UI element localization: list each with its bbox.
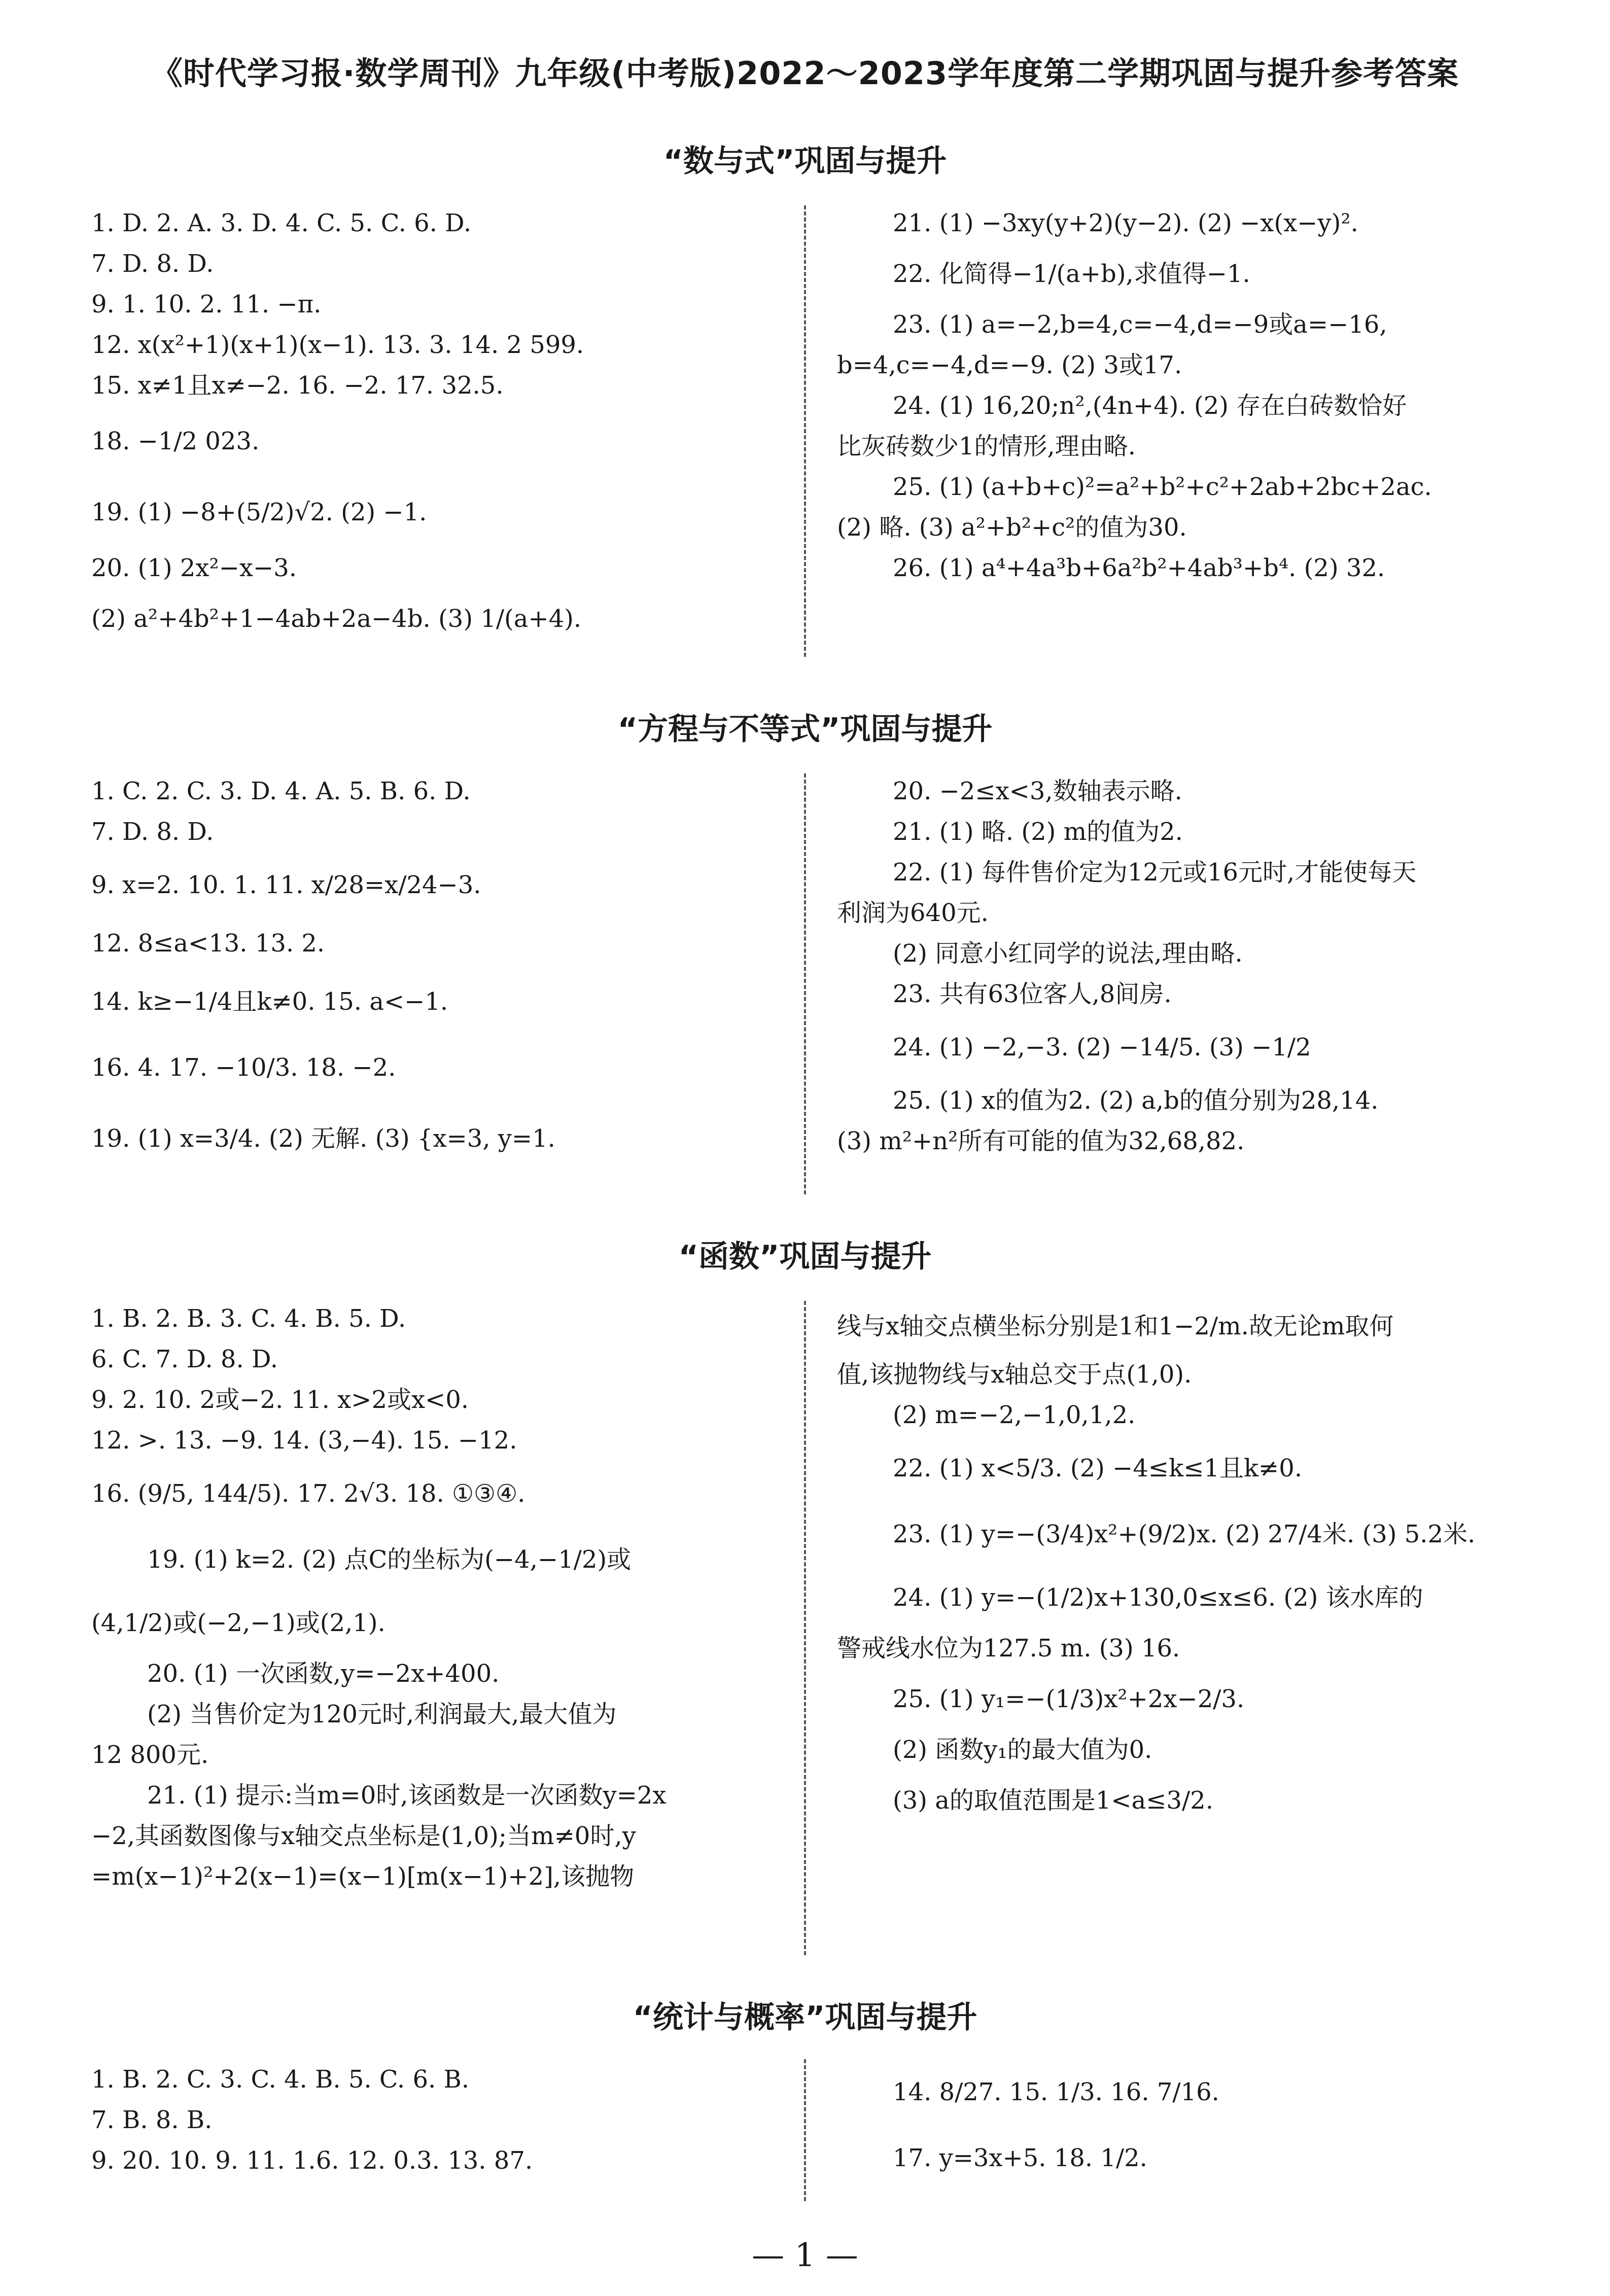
section-heading: “统计与概率”巩固与提升: [633, 2000, 977, 2035]
answer-line: b=4,c=−4,d=−9. (2) 3或17.: [837, 351, 1182, 379]
answer-line: 20. (1) 一次函数,y=−2x+400.: [147, 1659, 500, 1688]
answer-line: 1. B. 2. C. 3. C. 4. B. 5. C. 6. B.: [91, 2065, 470, 2094]
answer-line: 12. x(x²+1)(x+1)(x−1). 13. 3. 14. 2 599.: [91, 331, 584, 359]
answer-line: 26. (1) a⁴+4a³b+6a²b²+4ab³+b⁴. (2) 32.: [893, 554, 1385, 582]
answer-line: 1. B. 2. B. 3. C. 4. B. 5. D.: [91, 1304, 406, 1333]
answer-line: 12. >. 13. −9. 14. (3,−4). 15. −12.: [91, 1426, 517, 1455]
section-heading: “数与式”巩固与提升: [663, 144, 947, 179]
answer-line: 19. (1) −8+(5/2)√2. (2) −1.: [91, 498, 427, 526]
answer-line: 22. (1) x<5/3. (2) −4≤k≤1且k≠0.: [893, 1454, 1303, 1482]
answer-line: 15. x≠1且x≠−2. 16. −2. 17. 32.5.: [91, 371, 504, 400]
section-left-column: [91, 1298, 781, 1897]
answer-line: 25. (1) x的值为2. (2) a,b的值分别为28,14.: [893, 1086, 1379, 1115]
answer-line: 14. 8/27. 15. 1/3. 16. 7/16.: [893, 2078, 1219, 2106]
answer-line: 9. 1. 10. 2. 11. −π.: [91, 290, 322, 319]
answer-line: 21. (1) −3xy(y+2)(y−2). (2) −x(x−y)².: [893, 209, 1358, 237]
divider: [804, 773, 806, 1194]
answer-line: 21. (1) 略. (2) m的值为2.: [893, 818, 1183, 846]
answer-line: 18. −1/2 023.: [91, 427, 260, 455]
section-right-column: [837, 1298, 1557, 1831]
answer-line: 线与x轴交点横坐标分别是1和1−2/m.故无论m取何: [837, 1312, 1394, 1340]
answer-line: 20. (1) 2x²−x−3.: [91, 554, 297, 582]
answer-line: 23. 共有63位客人,8间房.: [893, 980, 1172, 1008]
section-right-column: [837, 771, 1557, 1161]
answer-line: 利润为640元.: [837, 899, 989, 927]
answer-line: (2) m=−2,−1,0,1,2.: [893, 1401, 1136, 1429]
divider: [804, 2059, 806, 2201]
answer-line: 19. (1) x=3/4. (2) 无解. (3) {x=3, y=1.: [91, 1124, 555, 1153]
answer-line: 比灰砖数少1的情形,理由略.: [837, 432, 1136, 461]
answer-line: 25. (1) y₁=−(1/3)x²+2x−2/3.: [893, 1685, 1245, 1713]
answer-line: (2) 同意小红同学的说法,理由略.: [893, 939, 1243, 968]
answer-line: 1. C. 2. C. 3. D. 4. A. 5. B. 6. D.: [91, 777, 471, 805]
answer-line: 23. (1) a=−2,b=4,c=−4,d=−9或a=−16,: [893, 310, 1387, 339]
answer-line: 24. (1) y=−(1/2)x+130,0≤x≤6. (2) 该水库的: [893, 1583, 1423, 1612]
answer-line: 14. k≥−1/4且k≠0. 15. a<−1.: [91, 987, 448, 1016]
section-heading: “方程与不等式”巩固与提升: [617, 712, 993, 747]
answer-line: =m(x−1)²+2(x−1)=(x−1)[m(x−1)+2],该抛物: [91, 1862, 635, 1891]
answer-line: 7. D. 8. D.: [91, 250, 214, 278]
answer-line: 7. B. 8. B.: [91, 2106, 213, 2134]
answer-line: 9. 20. 10. 9. 11. 1.6. 12. 0.3. 13. 87.: [91, 2146, 533, 2175]
answer-line: 9. x=2. 10. 1. 11. x/28=x/24−3.: [91, 871, 481, 899]
answer-line: (4,1/2)或(−2,−1)或(2,1).: [91, 1609, 386, 1637]
answer-line: (2) 函数y₁的最大值为0.: [893, 1736, 1152, 1764]
answer-line: 16. (9/5, 144/5). 17. 2√3. 18. ①③④.: [91, 1479, 526, 1508]
answer-line: 17. y=3x+5. 18. 1/2.: [893, 2144, 1147, 2172]
section-right-column: [837, 2059, 1557, 2191]
answer-line: 12. 8≤a<13. 13. 2.: [91, 929, 325, 958]
answer-line: 1. D. 2. A. 3. D. 4. C. 5. C. 6. D.: [91, 209, 472, 237]
answer-line: 23. (1) y=−(3/4)x²+(9/2)x. (2) 27/4米. (3) 5.2米.: [893, 1520, 1476, 1548]
answer-line: (2) 当售价定为120元时,利润最大,最大值为: [147, 1700, 617, 1728]
answer-line: 6. C. 7. D. 8. D.: [91, 1345, 278, 1373]
answer-line: 16. 4. 17. −10/3. 18. −2.: [91, 1053, 396, 1082]
page-number: — 1 —: [752, 2237, 858, 2274]
section-heading: “函数”巩固与提升: [678, 1239, 932, 1275]
answer-line: (3) a的取值范围是1<a≤3/2.: [893, 1786, 1213, 1815]
page-title: 《时代学习报·数学周刊》九年级(中考版)2022～2023学年度第二学期巩固与提升参考答案: [151, 55, 1459, 92]
answer-line: 21. (1) 提示:当m=0时,该函数是一次函数y=2x: [147, 1781, 667, 1810]
answer-line: 25. (1) (a+b+c)²=a²+b²+c²+2ab+2bc+2ac.: [893, 473, 1432, 501]
answer-line: 12 800元.: [91, 1741, 209, 1769]
section-right-column: [837, 203, 1557, 588]
answer-line: 24. (1) −2,−3. (2) −14/5. (3) −1/2: [893, 1033, 1311, 1062]
answer-line: (2) 略. (3) a²+b²+c²的值为30.: [837, 513, 1187, 542]
section-left-column: [91, 771, 781, 1177]
answer-line: −2,其函数图像与x轴交点坐标是(1,0);当m≠0时,y: [91, 1822, 636, 1850]
answer-line: 22. 化简得−1/(a+b),求值得−1.: [893, 260, 1250, 288]
answer-line: 24. (1) 16,20;n²,(4n+4). (2) 存在白砖数恰好: [893, 392, 1407, 420]
answer-line: 警戒线水位为127.5 m. (3) 16.: [837, 1634, 1180, 1663]
answer-line: 9. 2. 10. 2或−2. 11. x>2或x<0.: [91, 1386, 469, 1414]
section-left-column: [91, 203, 781, 649]
answer-line: 值,该抛物线与x轴总交于点(1,0).: [837, 1360, 1192, 1389]
answer-line: 22. (1) 每件售价定为12元或16元时,才能使每天: [893, 858, 1417, 887]
divider: [804, 205, 806, 657]
answer-line: (3) m²+n²所有可能的值为32,68,82.: [837, 1127, 1245, 1155]
answer-line: 7. D. 8. D.: [91, 818, 214, 846]
answer-line: 20. −2≤x<3,数轴表示略.: [893, 777, 1182, 805]
divider: [804, 1301, 806, 1955]
answer-line: (2) a²+4b²+1−4ab+2a−4b. (3) 1/(a+4).: [91, 605, 582, 633]
section-left-column: [91, 2059, 781, 2181]
answer-line: 19. (1) k=2. (2) 点C的坐标为(−4,−1/2)或: [147, 1545, 632, 1574]
